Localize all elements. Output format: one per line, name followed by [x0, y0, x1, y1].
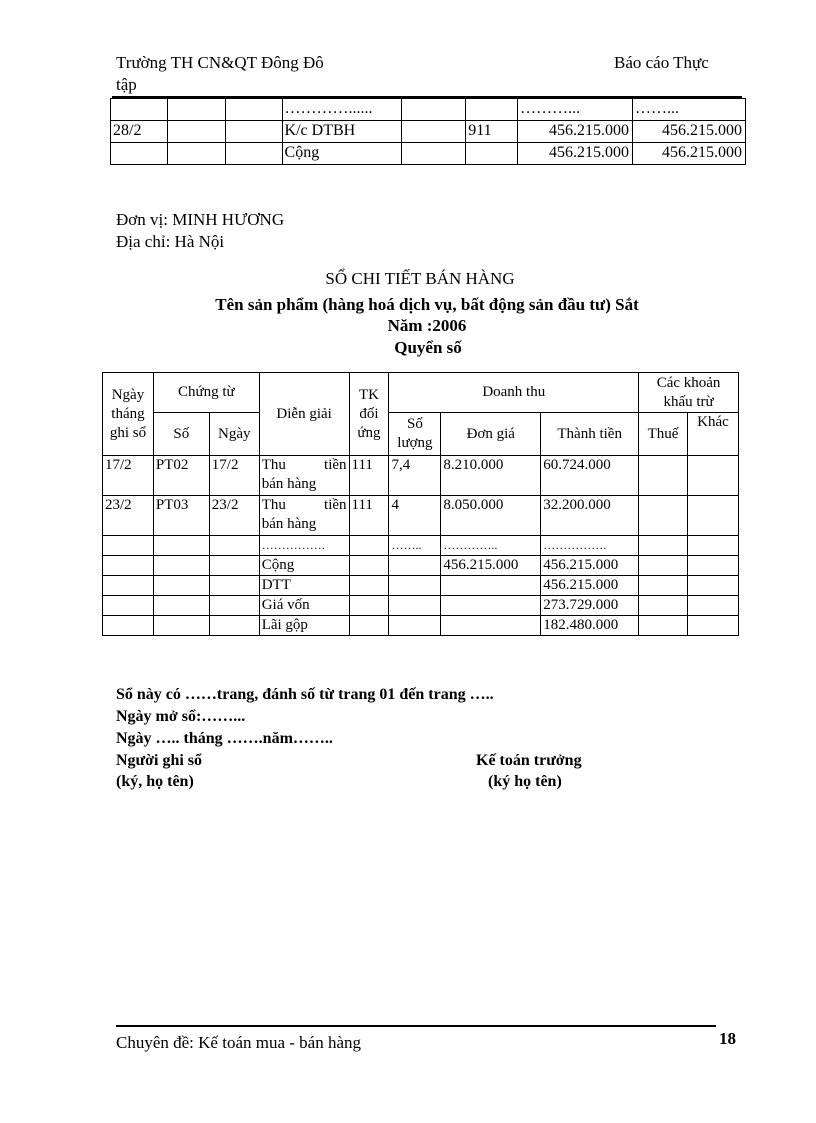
- cell: …………......: [282, 99, 402, 121]
- cell-date: 17/2: [103, 456, 154, 496]
- header-quantity: Số lượng: [389, 413, 441, 456]
- cell-account: [349, 576, 389, 596]
- chief-accountant-signature: (ký họ tên): [488, 773, 562, 790]
- unit-name: Đơn vị: MINH HƯƠNG: [116, 210, 285, 229]
- cell-amount: 60.724.000: [541, 456, 639, 496]
- cell: K/c DTBH: [282, 121, 402, 143]
- table-row: [103, 576, 739, 596]
- cell-description: [259, 496, 349, 536]
- cell: Cộng: [282, 143, 402, 165]
- cell-voucher-date: [209, 536, 259, 556]
- table-row: [103, 596, 739, 616]
- cell-amount: …………….: [541, 536, 639, 556]
- header-account: TK đối ứng: [349, 373, 389, 456]
- cell-description: …………….: [259, 536, 349, 556]
- cell: ……...: [633, 99, 746, 121]
- cell: [402, 99, 466, 121]
- table-row: [103, 616, 739, 636]
- cell-account: [349, 596, 389, 616]
- cell-other: [688, 616, 739, 636]
- cell-unit-price: …………..: [441, 536, 541, 556]
- header-revenue: Doanh thu: [389, 373, 639, 413]
- cell: 456.215.000: [518, 143, 633, 165]
- cell-voucher-no: [153, 556, 209, 576]
- opened-date-note: Ngày mở sổ:……...: [116, 708, 246, 725]
- cell-voucher-date: [209, 616, 259, 636]
- cell-other: [688, 496, 739, 536]
- table-row: [111, 99, 746, 121]
- cell-unit-price: [441, 576, 541, 596]
- report-title-continued: tập: [116, 75, 137, 94]
- header-unit-price: Đơn giá: [441, 413, 541, 456]
- cell: [111, 143, 168, 165]
- date-note: Ngày ….. tháng …….năm……..: [116, 730, 333, 747]
- report-title: Báo cáo Thực: [614, 53, 709, 72]
- cell-date: [103, 616, 154, 636]
- recorder-signature: (ký, họ tên): [116, 773, 194, 790]
- cell-quantity: 4: [389, 496, 441, 536]
- cell-quantity: ……..: [389, 536, 441, 556]
- pages-note: Sổ này có ……trang, đánh số từ trang 01 đến trang …..: [116, 686, 494, 703]
- table-row: [111, 121, 746, 143]
- cell-tax: [639, 536, 688, 556]
- cell-voucher-date: [209, 576, 259, 596]
- footer-topic: Chuyên đề: Kế toán mua - bán hàng: [116, 1033, 362, 1052]
- ledger-book: Quyển số: [394, 338, 462, 357]
- cell-amount: 456.215.000: [541, 576, 639, 596]
- cell-tax: [639, 456, 688, 496]
- cell-unit-price: [441, 616, 541, 636]
- table-row: [103, 496, 739, 536]
- cell-account: [349, 536, 389, 556]
- cell-description: Lãi gộp: [259, 616, 349, 636]
- cell: [466, 99, 518, 121]
- cell-description: Giá vốn: [259, 596, 349, 616]
- cell: ………...: [518, 99, 633, 121]
- cell-unit-price: 8.210.000: [441, 456, 541, 496]
- cell-account: 111: [349, 456, 389, 496]
- cell-description: DTT: [259, 576, 349, 596]
- cell: [402, 143, 466, 165]
- ledger-product-line: Tên sản phẩm (hàng hoá dịch vụ, bất động sản đầu tư) Sắt: [215, 295, 639, 314]
- cell: 28/2: [111, 121, 168, 143]
- table-row: [103, 456, 739, 496]
- header-voucher: Chứng từ: [153, 373, 259, 413]
- cell-date: 23/2: [103, 496, 154, 536]
- description-line: bán hàng: [261, 476, 317, 492]
- header-other: Khác: [688, 413, 739, 456]
- sales-ledger-table: [102, 372, 739, 636]
- cell: 456.215.000: [633, 143, 746, 165]
- cell-voucher-no: [153, 616, 209, 636]
- cell: [167, 99, 225, 121]
- header-date: Ngày tháng ghi sổ: [103, 373, 154, 456]
- unit-address: Địa chỉ: Hà Nội: [116, 232, 225, 251]
- cell-tax: [639, 556, 688, 576]
- cell-other: [688, 536, 739, 556]
- chief-accountant-title: Kế toán trưởng: [476, 752, 582, 769]
- cell-unit-price: 8.050.000: [441, 496, 541, 536]
- table-row: [103, 536, 739, 556]
- cell-voucher-no: [153, 596, 209, 616]
- header-deductions: Các khoản khấu trừ: [639, 373, 739, 413]
- description-line: Thu tiền: [261, 457, 347, 473]
- cell-amount: 32.200.000: [541, 496, 639, 536]
- cell-unit-price: 456.215.000: [441, 556, 541, 576]
- table-row: [103, 556, 739, 576]
- cell: [225, 99, 282, 121]
- ledger-title: SỔ CHI TIẾT BÁN HÀNG: [325, 269, 515, 288]
- cell-account: [349, 616, 389, 636]
- cell-quantity: [389, 616, 441, 636]
- cell-other: [688, 596, 739, 616]
- table-header-row: [103, 413, 739, 456]
- cell-voucher-date: [209, 556, 259, 576]
- table-row: [111, 143, 746, 165]
- page-number: 18: [719, 1029, 736, 1048]
- cell-description: Cộng: [259, 556, 349, 576]
- cell-other: [688, 576, 739, 596]
- cell: [225, 121, 282, 143]
- cell: [225, 143, 282, 165]
- cell-date: [103, 556, 154, 576]
- cell: 911: [466, 121, 518, 143]
- cell-tax: [639, 496, 688, 536]
- cell-account: 111: [349, 496, 389, 536]
- cell-voucher-date: 17/2: [209, 456, 259, 496]
- cell-voucher-no: PT02: [153, 456, 209, 496]
- journal-table: [110, 98, 746, 165]
- footer-rule: [116, 1025, 716, 1027]
- recorder-title: Người ghi sổ: [116, 752, 203, 769]
- cell: [466, 143, 518, 165]
- cell: [402, 121, 466, 143]
- cell: [167, 121, 225, 143]
- cell: [167, 143, 225, 165]
- cell-amount: 273.729.000: [541, 596, 639, 616]
- cell-voucher-no: [153, 536, 209, 556]
- cell-voucher-date: [209, 596, 259, 616]
- cell-unit-price: [441, 596, 541, 616]
- description-line: Thu tiền: [261, 497, 347, 513]
- cell-other: [688, 556, 739, 576]
- cell-quantity: [389, 556, 441, 576]
- cell-other: [688, 456, 739, 496]
- cell-voucher-date: 23/2: [209, 496, 259, 536]
- cell: [111, 99, 168, 121]
- cell-voucher-no: [153, 576, 209, 596]
- description-line: bán hàng: [261, 516, 317, 532]
- header-tax: Thuế: [639, 413, 688, 456]
- cell-tax: [639, 596, 688, 616]
- cell: 456.215.000: [633, 121, 746, 143]
- cell-tax: [639, 616, 688, 636]
- cell-date: [103, 596, 154, 616]
- cell-tax: [639, 576, 688, 596]
- cell-description: [259, 456, 349, 496]
- header-voucher-no: Số: [153, 413, 209, 456]
- header-voucher-date: Ngày: [209, 413, 259, 456]
- header-amount: Thành tiền: [541, 413, 639, 456]
- cell-voucher-no: PT03: [153, 496, 209, 536]
- cell-date: [103, 576, 154, 596]
- cell-date: [103, 536, 154, 556]
- cell-amount: 182.480.000: [541, 616, 639, 636]
- ledger-year: Năm :2006: [387, 316, 467, 335]
- cell-quantity: [389, 576, 441, 596]
- cell-account: [349, 556, 389, 576]
- table-header-row: [103, 373, 739, 413]
- cell-quantity: [389, 596, 441, 616]
- cell-quantity: 7,4: [389, 456, 441, 496]
- cell-amount: 456.215.000: [541, 556, 639, 576]
- school-name: Trường TH CN&QT Đông Đô: [116, 53, 324, 72]
- cell: 456.215.000: [518, 121, 633, 143]
- header-description: Diễn giải: [259, 373, 349, 456]
